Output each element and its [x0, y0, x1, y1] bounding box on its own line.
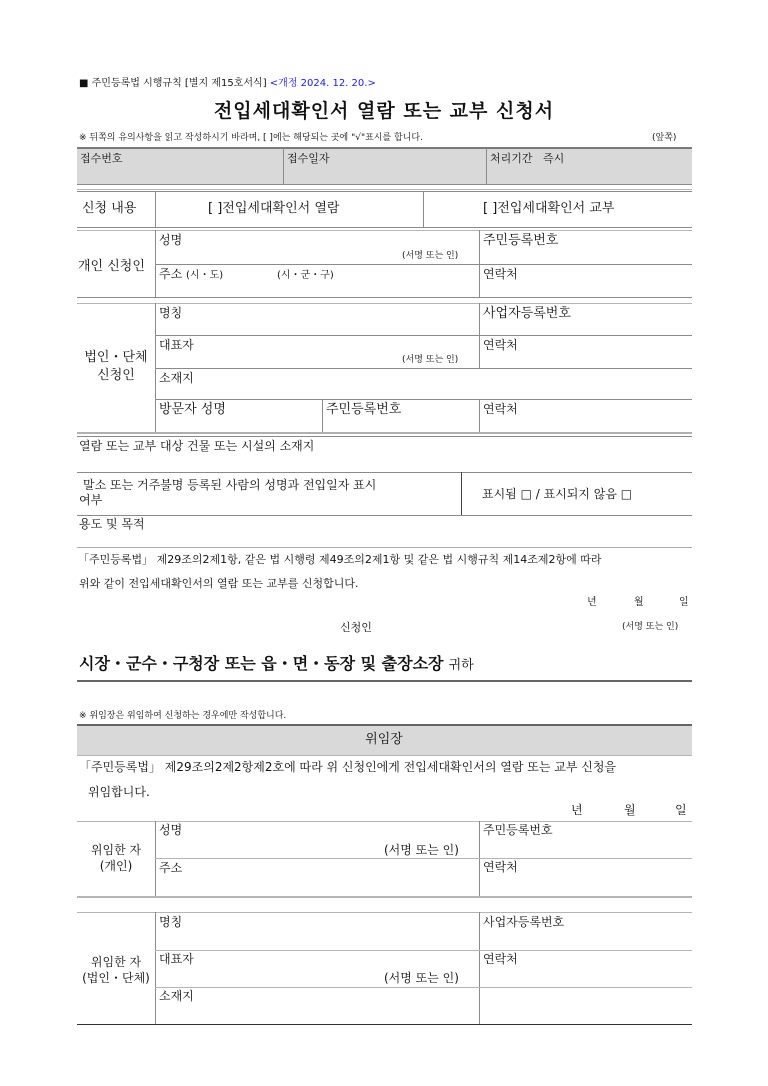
delegation-date-month: 월 — [624, 803, 636, 817]
delegator-contact-field[interactable] — [483, 878, 688, 894]
delegation-date-day: 일 — [675, 803, 687, 817]
declaration-line2: 위와 같이 전입세대확인서의 열람 또는 교부를 신청합니다. — [79, 577, 359, 590]
individual-applicant-label: 개인 신청인 — [78, 259, 145, 274]
divider — [322, 399, 323, 432]
delegator-business-number-field[interactable] — [483, 932, 688, 948]
delegator-individual-label — [77, 842, 155, 874]
delegator-corporate-line2: (법인・단체) — [82, 971, 150, 986]
option-issue-checkbox[interactable]: [ ]전입세대확인서 교부 — [483, 201, 615, 216]
delegation-date-year: 년 — [571, 803, 583, 817]
amendment-date: <개정 2024. 12. 20.> — [269, 78, 376, 89]
address-field[interactable] — [160, 282, 476, 295]
divider — [77, 724, 692, 726]
delegator-location-field[interactable] — [160, 1005, 476, 1021]
request-label: 신청 내용 — [82, 201, 137, 216]
divider — [77, 547, 692, 548]
delegator-corp-name-label: 명칭 — [159, 915, 183, 929]
corp-name-label: 명칭 — [159, 306, 183, 320]
visitor-contact-label: 연락처 — [483, 402, 518, 416]
receipt-block — [77, 148, 692, 184]
instruction-note: ※ 뒤쪽의 유의사항을 읽고 작성하시기 바라며, [ ]에는 해당되는 곳에 "√"표시를 합니다. — [79, 133, 423, 143]
corp-contact-label: 연락처 — [483, 338, 518, 352]
divider — [155, 399, 692, 400]
corporate-applicant-label — [77, 349, 155, 384]
date-day: 일 — [679, 597, 689, 608]
declaration-line1: 「주민등록법」 제29조의2제1항, 같은 법 시행령 제49조의2제1항 및 같은 법 시행규칙 제14조제2항에 따라 — [78, 553, 602, 566]
purpose-field[interactable] — [80, 533, 688, 543]
addressee — [79, 656, 474, 672]
visitor-resident-number-field[interactable] — [326, 418, 476, 430]
address-sido-label: (시・도) — [186, 270, 224, 281]
divider — [77, 191, 692, 192]
signature-note: (서명 또는 인) — [384, 843, 459, 857]
signature-note: (서명 또는 인) — [402, 355, 459, 365]
processing-period-text: 처리기간 — [490, 152, 533, 165]
divider — [77, 303, 692, 304]
address-label — [159, 268, 334, 281]
delegator-contact-label: 연락처 — [483, 860, 518, 874]
date-year: 년 — [587, 597, 597, 608]
divider — [479, 399, 480, 432]
visitor-contact-field[interactable] — [483, 418, 688, 430]
delegation-title: 위임장 — [365, 732, 403, 747]
visitor-name-field[interactable] — [160, 418, 318, 430]
date-month: 월 — [634, 597, 644, 608]
divider — [77, 297, 692, 298]
divider — [155, 191, 156, 227]
divider — [155, 912, 156, 1024]
processing-period-value: 즉시 — [543, 152, 565, 165]
addressee-suffix: 귀하 — [448, 658, 474, 673]
visitor-resident-number-label: 주민등록번호 — [326, 402, 402, 417]
corp-name-field[interactable] — [160, 322, 476, 334]
divider — [77, 472, 692, 473]
delegation-text-line1: 「주민등록법」 제29조의2제2항제2호에 따라 위 신청인에게 전입세대확인서의 열람 또는 교부 신청을 — [79, 760, 617, 774]
delegator-corporate-line1: 위임한 자 — [90, 955, 142, 969]
divider — [486, 148, 487, 184]
delegator-corp-name-field[interactable] — [160, 932, 476, 948]
delegation-text-line2: 위임합니다. — [88, 785, 150, 799]
location-label: 소재지 — [159, 371, 194, 385]
delegator-resident-number-label: 주민등록번호 — [483, 823, 553, 837]
delegator-corporate-label — [77, 954, 155, 986]
signature-note: (서명 또는 인) — [384, 971, 459, 985]
divider — [77, 227, 692, 228]
processing-period-label — [490, 153, 564, 164]
receipt-number-label: 접수번호 — [80, 152, 123, 165]
target-location-field[interactable] — [80, 455, 688, 469]
corporate-label-line2: 신청인 — [97, 367, 135, 383]
target-location-label: 열람 또는 교부 대상 건물 또는 시설의 소재지 — [79, 439, 315, 453]
display-question — [79, 478, 459, 508]
divider — [77, 184, 692, 185]
address-sigungu-label: (시・군・구) — [276, 270, 334, 281]
divider — [155, 987, 692, 988]
visitor-name-label: 방문자 성명 — [159, 402, 226, 417]
delegation-note: ※ 위임장은 위임하여 신청하는 경우에만 작성합니다. — [79, 711, 287, 721]
divider — [77, 432, 692, 434]
contact-label: 연락처 — [483, 267, 518, 281]
divider — [77, 189, 692, 190]
divider — [77, 680, 692, 682]
purpose-label: 용도 및 목적 — [79, 517, 145, 531]
representative-label: 대표자 — [159, 338, 194, 352]
contact-field[interactable] — [483, 282, 688, 295]
delegator-individual-line2: (개인) — [99, 859, 133, 874]
form-reference-text: ■ 주민등록법 시행규칙 [별지 제15호서식] — [79, 78, 267, 89]
applicant-signature-field[interactable] — [400, 620, 600, 634]
display-question-line1: 말소 또는 거주불명 등록된 사람의 성명과 전입일자 표시 — [83, 478, 377, 492]
resident-number-field[interactable] — [483, 252, 688, 264]
divider — [461, 472, 462, 515]
divider — [77, 912, 692, 913]
divider — [77, 230, 692, 231]
delegator-location-label: 소재지 — [159, 989, 194, 1003]
receipt-date-label: 접수일자 — [287, 152, 330, 165]
form-reference — [79, 79, 376, 89]
business-number-field[interactable] — [483, 322, 688, 334]
delegator-corp-contact-field[interactable] — [483, 968, 688, 984]
divider — [423, 191, 424, 227]
delegator-address-label: 주소 — [159, 861, 183, 875]
corp-contact-field[interactable] — [483, 354, 688, 366]
resident-number-label: 주민등록번호 — [483, 233, 559, 248]
signature-note: (서명 또는 인) — [622, 622, 679, 632]
business-number-label: 사업자등록번호 — [483, 306, 571, 321]
address-label-text: 주소 — [159, 267, 183, 281]
divider — [77, 515, 692, 516]
divider — [77, 896, 692, 898]
delegator-business-number-label: 사업자등록번호 — [483, 915, 565, 929]
delegator-corp-contact-label: 연락처 — [483, 952, 518, 966]
divider — [77, 436, 692, 437]
option-view-checkbox[interactable]: [ ]전입세대확인서 열람 — [208, 201, 340, 216]
applicant-signature-label: 신청인 — [340, 621, 372, 634]
display-question-line2: 여부 — [79, 493, 103, 507]
delegator-address-field[interactable] — [160, 878, 476, 894]
divider — [155, 368, 692, 369]
delegator-representative-label: 대표자 — [159, 952, 194, 966]
divider — [77, 147, 692, 149]
location-field[interactable] — [160, 386, 688, 398]
signature-note: (서명 또는 인) — [402, 251, 459, 261]
delegator-resident-number-field[interactable] — [483, 840, 688, 856]
divider — [155, 264, 692, 265]
delegator-individual-line1: 위임한 자 — [90, 843, 142, 857]
addressee-title: 시장・군수・구청장 또는 읍・면・동장 및 출장소장 — [79, 654, 444, 673]
page-side-label: (앞쪽) — [652, 133, 677, 143]
display-options-checkboxes[interactable]: 표시됨 □ / 표시되지 않음 □ — [482, 487, 633, 501]
delegator-name-label: 성명 — [159, 823, 183, 837]
divider — [77, 1024, 692, 1025]
corporate-label-line1: 법인・단체 — [84, 350, 148, 365]
page-title: 전입세대확인서 열람 또는 교부 신청서 — [213, 100, 555, 122]
divider — [479, 912, 480, 1024]
name-label: 성명 — [159, 233, 183, 247]
divider — [283, 148, 284, 184]
divider — [77, 755, 692, 756]
divider — [155, 858, 692, 859]
